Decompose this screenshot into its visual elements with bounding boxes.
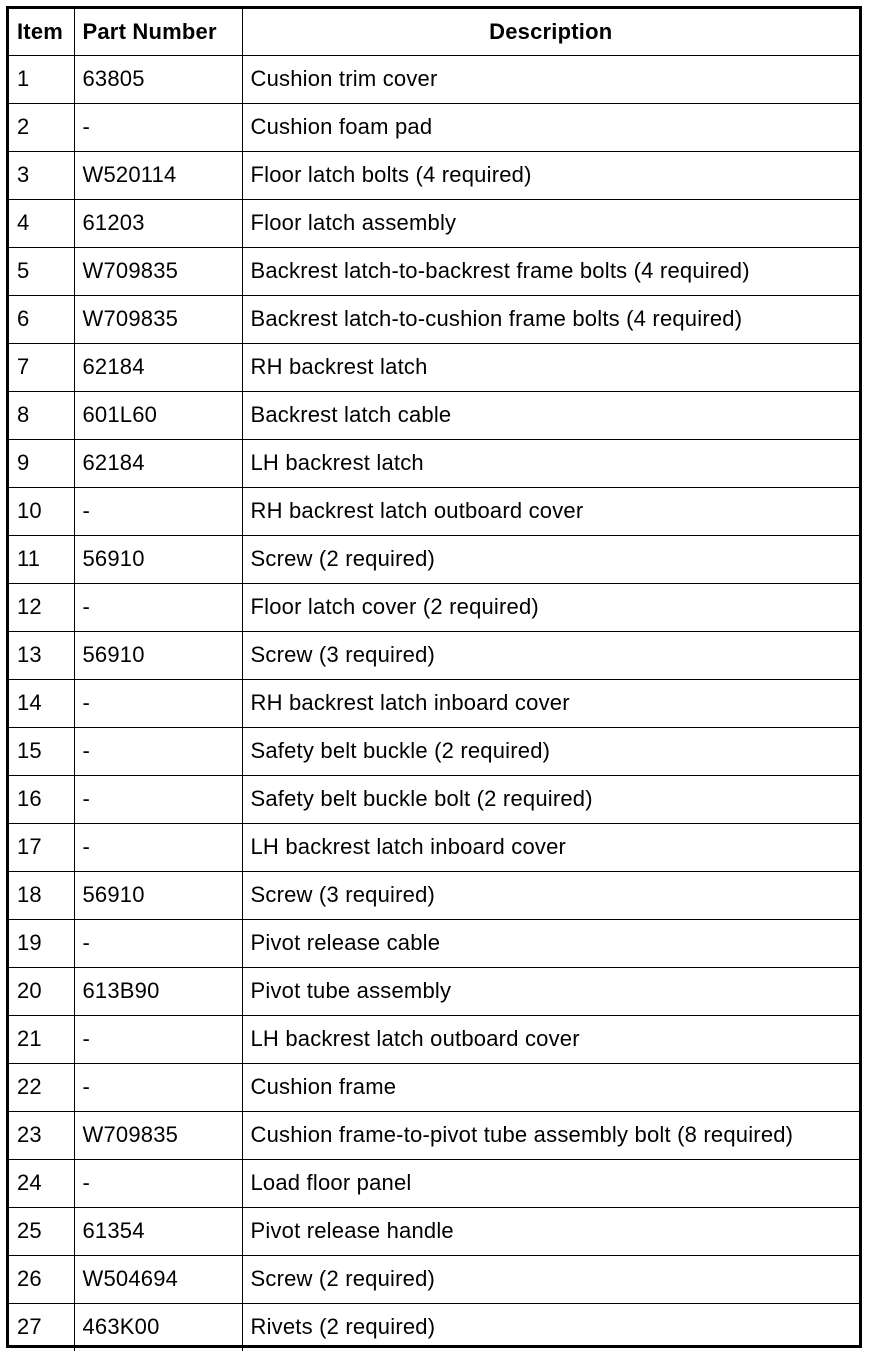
description-cell: Screw (3 required) <box>242 871 859 919</box>
item-cell: 10 <box>9 487 74 535</box>
table-row <box>9 679 859 727</box>
description-cell: RH backrest latch outboard cover <box>242 487 859 535</box>
part-number-cell: 56910 <box>74 535 242 583</box>
part-number-cell: 62184 <box>74 343 242 391</box>
description-cell: Safety belt buckle (2 required) <box>242 727 859 775</box>
table-row <box>9 871 859 919</box>
part-number-cell: 61354 <box>74 1207 242 1255</box>
part-number-cell: - <box>74 487 242 535</box>
description-cell: Cushion foam pad <box>242 103 859 151</box>
item-cell: 15 <box>9 727 74 775</box>
table-row <box>9 583 859 631</box>
table-row <box>9 391 859 439</box>
part-number-cell: - <box>74 823 242 871</box>
table-body <box>9 55 859 1351</box>
description-cell: Rivets (2 required) <box>242 1303 859 1351</box>
description-cell: Floor latch cover (2 required) <box>242 583 859 631</box>
table-row <box>9 295 859 343</box>
column-header-item: Item <box>9 9 74 55</box>
table-row <box>9 1159 859 1207</box>
table-row <box>9 199 859 247</box>
table-row <box>9 1015 859 1063</box>
description-cell: LH backrest latch inboard cover <box>242 823 859 871</box>
table-row <box>9 247 859 295</box>
item-cell: 18 <box>9 871 74 919</box>
item-cell: 20 <box>9 967 74 1015</box>
table-row <box>9 631 859 679</box>
item-cell: 24 <box>9 1159 74 1207</box>
part-number-cell: W504694 <box>74 1255 242 1303</box>
item-cell: 21 <box>9 1015 74 1063</box>
description-cell: LH backrest latch <box>242 439 859 487</box>
table-row <box>9 919 859 967</box>
part-number-cell: 56910 <box>74 871 242 919</box>
description-cell: Pivot release handle <box>242 1207 859 1255</box>
part-number-cell: - <box>74 679 242 727</box>
table-row <box>9 103 859 151</box>
table-row <box>9 487 859 535</box>
description-cell: LH backrest latch outboard cover <box>242 1015 859 1063</box>
description-cell: Load floor panel <box>242 1159 859 1207</box>
part-number-cell: - <box>74 1159 242 1207</box>
part-number-cell: - <box>74 775 242 823</box>
item-cell: 25 <box>9 1207 74 1255</box>
part-number-cell: 601L60 <box>74 391 242 439</box>
item-cell: 12 <box>9 583 74 631</box>
column-header-description: Description <box>242 9 859 55</box>
description-cell: Floor latch assembly <box>242 199 859 247</box>
item-cell: 26 <box>9 1255 74 1303</box>
table-row <box>9 727 859 775</box>
item-cell: 23 <box>9 1111 74 1159</box>
part-number-cell: 56910 <box>74 631 242 679</box>
item-cell: 9 <box>9 439 74 487</box>
part-number-cell: W520114 <box>74 151 242 199</box>
description-cell: Cushion frame <box>242 1063 859 1111</box>
table-row <box>9 1111 859 1159</box>
description-cell: Pivot release cable <box>242 919 859 967</box>
parts-table <box>9 9 859 1351</box>
table-row <box>9 343 859 391</box>
item-cell: 17 <box>9 823 74 871</box>
description-cell: Backrest latch-to-backrest frame bolts (4 required) <box>242 247 859 295</box>
part-number-cell: - <box>74 727 242 775</box>
table-row <box>9 151 859 199</box>
part-number-cell: - <box>74 1063 242 1111</box>
part-number-cell: 62184 <box>74 439 242 487</box>
item-cell: 22 <box>9 1063 74 1111</box>
table-row <box>9 1063 859 1111</box>
description-cell: Floor latch bolts (4 required) <box>242 151 859 199</box>
part-number-cell: 63805 <box>74 55 242 103</box>
table-header-row <box>9 9 859 55</box>
item-cell: 5 <box>9 247 74 295</box>
table-row <box>9 535 859 583</box>
description-cell: Pivot tube assembly <box>242 967 859 1015</box>
table-row <box>9 1303 859 1351</box>
item-cell: 14 <box>9 679 74 727</box>
description-cell: Cushion trim cover <box>242 55 859 103</box>
description-cell: Backrest latch cable <box>242 391 859 439</box>
item-cell: 7 <box>9 343 74 391</box>
part-number-cell: W709835 <box>74 247 242 295</box>
description-cell: Backrest latch-to-cushion frame bolts (4 required) <box>242 295 859 343</box>
table-row <box>9 55 859 103</box>
description-cell: Screw (2 required) <box>242 535 859 583</box>
item-cell: 19 <box>9 919 74 967</box>
parts-table-container <box>6 6 862 1348</box>
item-cell: 13 <box>9 631 74 679</box>
table-row <box>9 1207 859 1255</box>
description-cell: Screw (2 required) <box>242 1255 859 1303</box>
part-number-cell: 463K00 <box>74 1303 242 1351</box>
table-row <box>9 1255 859 1303</box>
column-header-part-number: Part Number <box>74 9 242 55</box>
item-cell: 1 <box>9 55 74 103</box>
item-cell: 4 <box>9 199 74 247</box>
table-row <box>9 775 859 823</box>
part-number-cell: - <box>74 103 242 151</box>
description-cell: RH backrest latch inboard cover <box>242 679 859 727</box>
item-cell: 8 <box>9 391 74 439</box>
item-cell: 27 <box>9 1303 74 1351</box>
description-cell: Cushion frame-to-pivot tube assembly bolt (8 required) <box>242 1111 859 1159</box>
part-number-cell: W709835 <box>74 295 242 343</box>
item-cell: 3 <box>9 151 74 199</box>
part-number-cell: 61203 <box>74 199 242 247</box>
item-cell: 2 <box>9 103 74 151</box>
part-number-cell: 613B90 <box>74 967 242 1015</box>
item-cell: 11 <box>9 535 74 583</box>
part-number-cell: - <box>74 919 242 967</box>
description-cell: Safety belt buckle bolt (2 required) <box>242 775 859 823</box>
table-row <box>9 823 859 871</box>
description-cell: Screw (3 required) <box>242 631 859 679</box>
table-row <box>9 439 859 487</box>
table-row <box>9 967 859 1015</box>
description-cell: RH backrest latch <box>242 343 859 391</box>
item-cell: 16 <box>9 775 74 823</box>
part-number-cell: - <box>74 583 242 631</box>
part-number-cell: - <box>74 1015 242 1063</box>
part-number-cell: W709835 <box>74 1111 242 1159</box>
item-cell: 6 <box>9 295 74 343</box>
